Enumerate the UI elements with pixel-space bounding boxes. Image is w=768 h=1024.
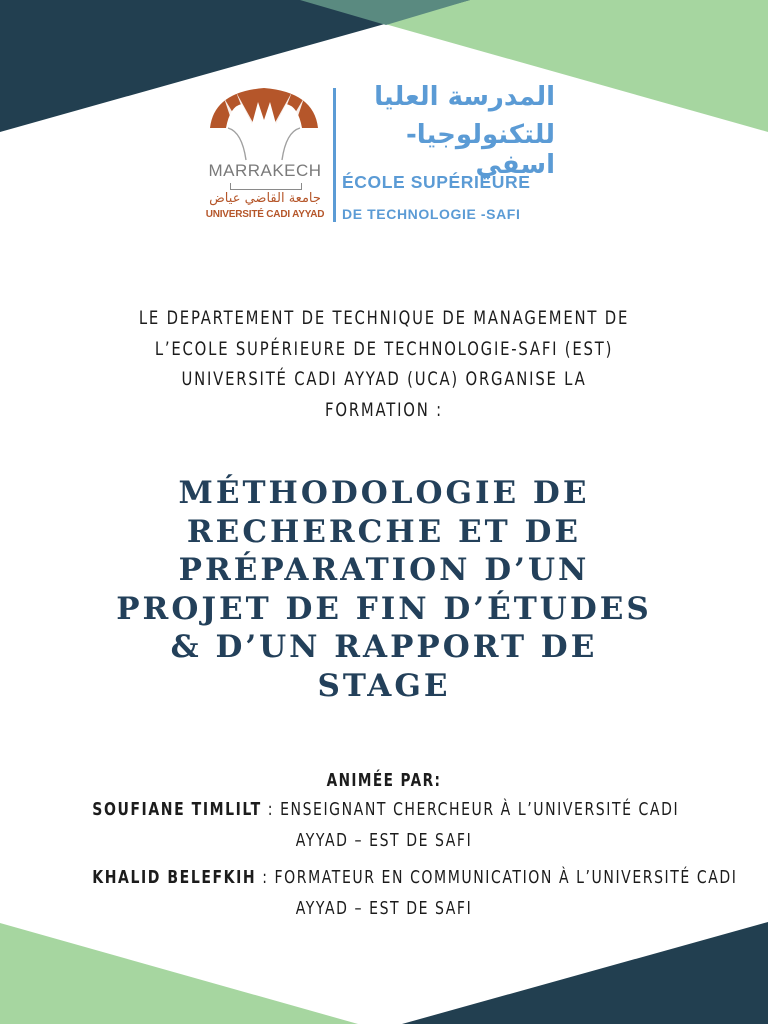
title-line: STAGE <box>317 667 451 704</box>
presenter-role-continued: AYYAD – EST DE SAFI <box>295 898 473 919</box>
uca-arabic-name: جامعة القاضي عياض <box>209 191 321 206</box>
logo-divider <box>333 88 336 222</box>
presenter-2 <box>92 862 738 893</box>
presenters-heading: ANIMÉE PAR: <box>326 771 442 791</box>
est-french-line2: DE TECHNOLOGIE -SAFI <box>342 206 521 222</box>
intro-paragraph <box>131 303 636 425</box>
est-french-line1: ÉCOLE SUPÉRIEURE <box>342 172 531 192</box>
intro-line: L’ECOLE SUPÉRIEURE DE TECHNOLOGIE-SAFI (EST) <box>154 337 614 360</box>
presenter-name: SOUFIANE TIMLILT <box>92 799 262 820</box>
training-title <box>40 474 728 705</box>
intro-line: LE DEPARTEMENT DE TECHNIQUE DE MANAGEMENT DE <box>138 307 630 329</box>
presenter-name: KHALID BELEFKIH <box>92 867 257 888</box>
presenters-section <box>10 768 758 924</box>
title-line: PROJET DE FIN D’ÉTUDES <box>116 590 652 627</box>
presenter-role: : FORMATEUR EN COMMUNICATION À L’UNIVERSITÉ CADI <box>256 867 738 888</box>
intro-line: FORMATION : <box>325 398 443 421</box>
presenter-1 <box>92 794 680 825</box>
presenter-role-continued: AYYAD – EST DE SAFI <box>295 830 473 851</box>
uca-city-name: MARRAKECH <box>208 161 322 180</box>
uca-underline <box>230 183 302 190</box>
intro-line: UNIVERSITÉ CADI AYYAD (UCA) ORGANISE LA <box>181 368 587 390</box>
presenter-role: : ENSEIGNANT CHERCHEUR À L’UNIVERSITÉ CADI <box>261 799 680 820</box>
title-line: & D’UN RAPPORT DE <box>170 629 598 665</box>
title-line: MÉTHODOLOGIE DE <box>178 475 590 511</box>
title-line: PRÉPARATION D’UN <box>178 552 590 588</box>
est-arabic-line2: للتكنولوجيا- اسفي <box>406 120 555 180</box>
logo-header <box>200 82 570 230</box>
uca-latin-name: UNIVERSITÉ CADI AYYAD <box>205 209 325 220</box>
uca-logo <box>200 82 330 227</box>
title-line: RECHERCHE ET DE <box>186 513 582 550</box>
est-arabic-line1: المدرسة العليا <box>374 82 555 112</box>
